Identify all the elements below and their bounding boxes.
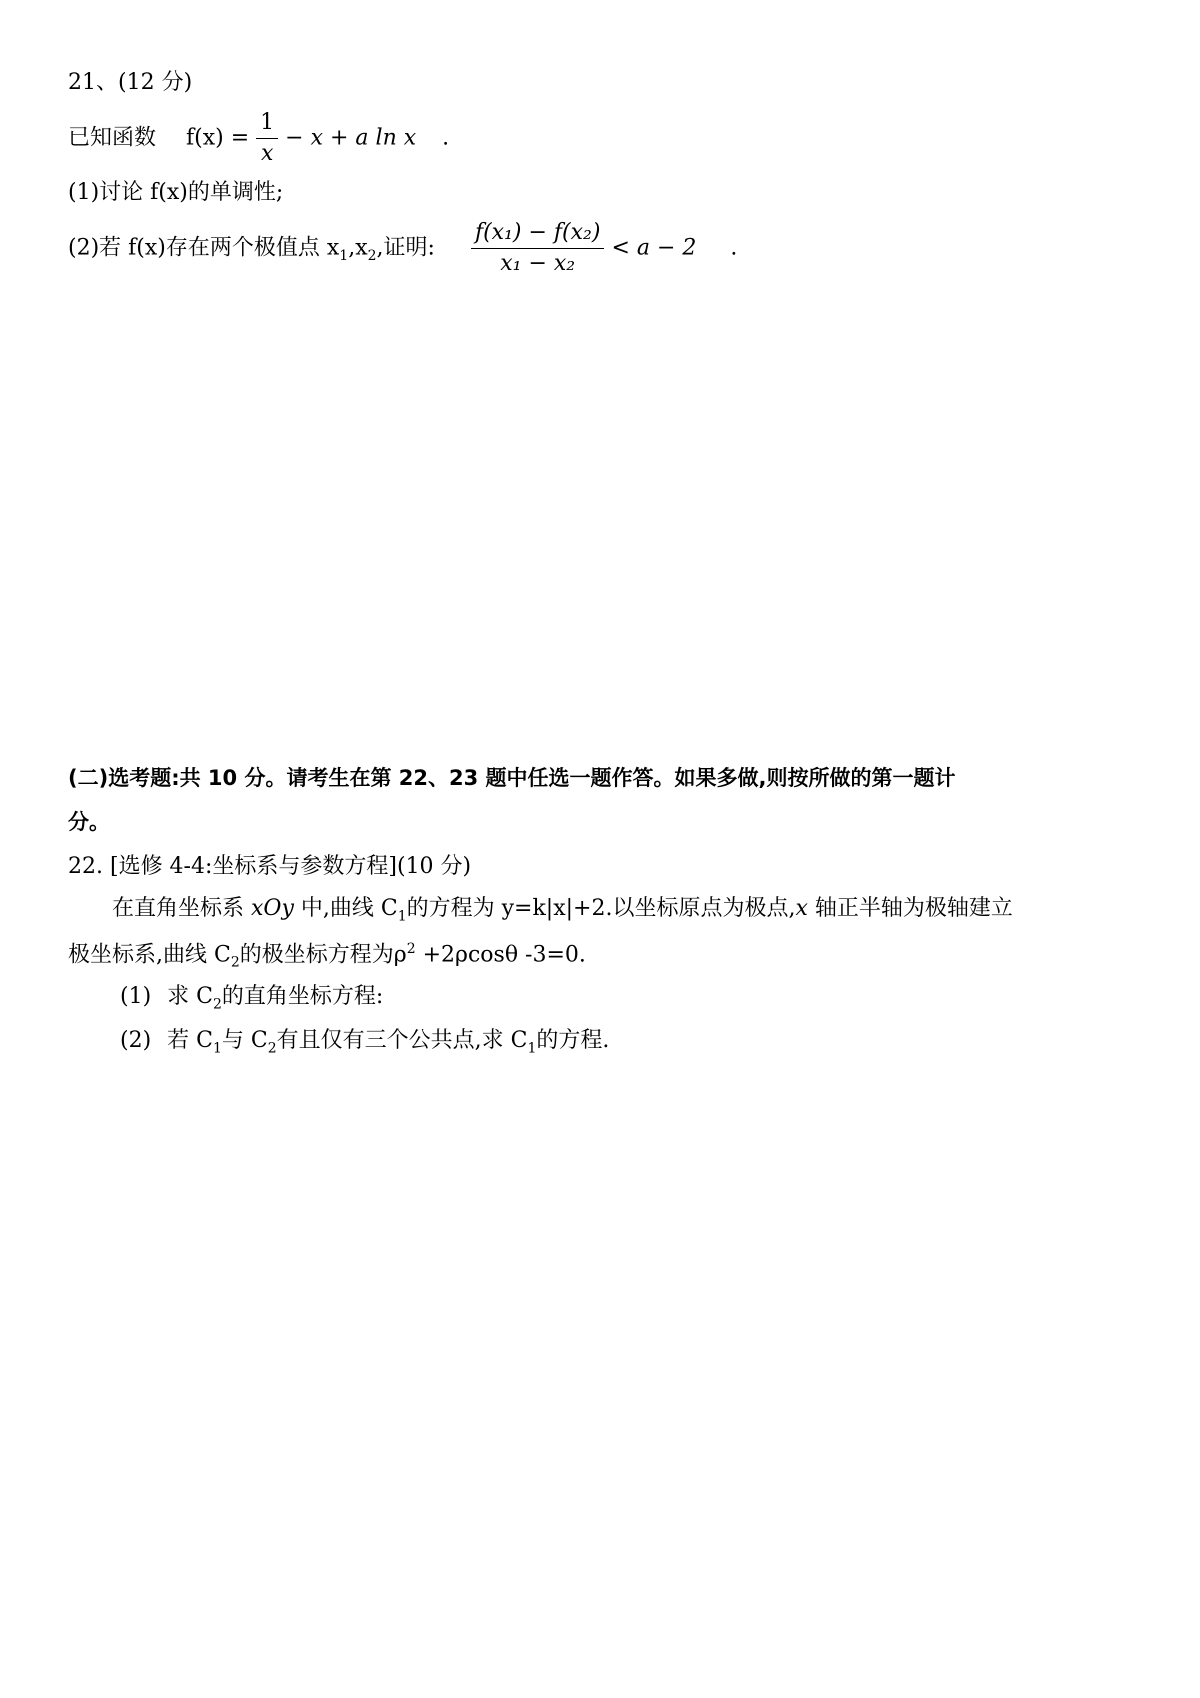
q21-func-lhs: f(x) = (186, 125, 250, 151)
q22-part1-sub: 2 (213, 996, 222, 1013)
q21-proof-num: f(x₁) − f(x₂) (471, 222, 605, 249)
q21-given-line (68, 110, 450, 166)
q22-part2 (120, 1030, 609, 1055)
q21-part1: (1)讨论 f(x)的单调性; (68, 180, 284, 205)
q22-part2-a: 若 C (167, 1028, 213, 1053)
q21-part2-suffix: ,证明: (376, 235, 435, 261)
q21-part2-mid: ,x (348, 235, 368, 261)
q22-part1-b: 的直角坐标方程: (221, 984, 384, 1009)
q21-part2-sub1: 1 (339, 247, 349, 264)
q22-part2-sub2: 2 (267, 1040, 277, 1057)
q21-func-rest: − x + a ln x (285, 125, 417, 151)
q21-proof-rhs: < a − 2 (611, 235, 697, 261)
q21-func-end: . (442, 125, 450, 151)
q22-part2-label: (2) (120, 1028, 152, 1053)
section2-line2: 分。 (68, 810, 110, 834)
q21-func-frac-num: 1 (256, 112, 278, 139)
q22-p1-f: 轴正半轴为极轴建立 (807, 896, 1013, 921)
q21-func-frac-den: x (260, 141, 274, 166)
q21-func-fraction (256, 112, 278, 165)
q21-part2-prefix: (2)若 f(x)存在两个极值点 x (68, 235, 340, 261)
q22-part1-label: (1) (120, 984, 152, 1009)
q22-p1-sub: 1 (397, 908, 407, 925)
q22-part2-d: 的方程. (536, 1028, 610, 1053)
q22-part2-b: 与 C (221, 1028, 268, 1053)
section2-line1: (二)选考题:共 10 分。请考生在第 22、23 题中任选一题作答。如果多做,则按所做的第一题计 (68, 766, 956, 790)
q21-part2-sub2: 2 (367, 247, 377, 264)
q22-p1-x: x (795, 896, 808, 921)
q22-p1-d: 的方程为 y=k|x|+2.以坐标原点为极点, (406, 896, 796, 921)
q22-p2-sup: 2 (406, 941, 416, 957)
q22-header: 22. [选修 4-4:坐标系与参数方程](10 分) (68, 854, 472, 879)
q21-header: 21、(12 分) (68, 70, 193, 95)
q22-part1 (120, 986, 383, 1011)
q22-part2-sub3: 1 (527, 1040, 537, 1057)
q22-p2-c: +2ρcosθ -3=0. (415, 942, 586, 968)
q21-proof-fraction (471, 222, 605, 275)
q22-p1-coord: xOy (251, 896, 294, 921)
q21-given-prefix: 已知函数 (68, 125, 157, 151)
q22-p1-a: 在直角坐标系 (112, 896, 251, 921)
q21-proof-end: . (730, 235, 738, 261)
q22-part2-c: 有且仅有三个公共点,求 C (276, 1028, 528, 1053)
q22-part2-sub1: 1 (213, 1040, 222, 1057)
q21-part2-line (68, 220, 738, 276)
q22-p2-b: 的极坐标方程为ρ (239, 942, 407, 968)
q22-part1-a: 求 C (167, 984, 213, 1009)
q21-proof-den: x₁ − x₂ (500, 251, 576, 276)
q22-paragraph-line1 (112, 898, 1013, 923)
q22-paragraph-line2 (68, 942, 586, 970)
q22-p2-a: 极坐标系,曲线 C (68, 942, 231, 968)
q22-p2-sub: 2 (230, 954, 240, 971)
q22-p1-c: 中,曲线 C (293, 896, 398, 921)
